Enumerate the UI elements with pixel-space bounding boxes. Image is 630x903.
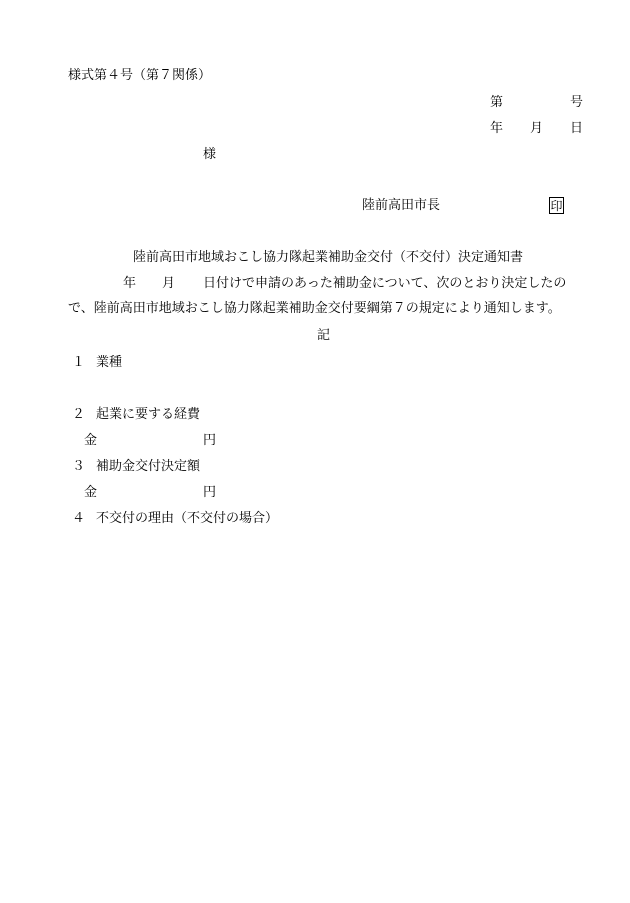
- item-3-yen: 円: [203, 485, 217, 500]
- addressee-honorific: 様: [203, 147, 217, 162]
- seal-stamp: 印: [550, 198, 563, 213]
- item-4-number: ４: [72, 511, 86, 526]
- body-line1: 日付けで申請のあった補助金について、次のとおり決定したの: [203, 276, 567, 291]
- item-1-number: １: [72, 355, 86, 370]
- number-suffix: 号: [570, 95, 584, 110]
- body-line2: で、陸前高田市地域おこし協力隊起業補助金交付要綱第７の規定により通知します。: [68, 301, 561, 316]
- item-3-kin: 金: [84, 485, 98, 500]
- item-3-number: ３: [72, 459, 86, 474]
- item-2-kin: 金: [84, 433, 98, 448]
- item-3-label: 補助金交付決定額: [96, 459, 201, 474]
- item-2-number: ２: [72, 407, 86, 422]
- issuer-name: 陸前高田市長: [362, 198, 441, 213]
- date-day: 日: [570, 121, 584, 136]
- item-2-yen: 円: [203, 433, 217, 448]
- body-year: 年: [123, 276, 137, 291]
- item-4-label: 不交付の理由（不交付の場合）: [96, 511, 279, 526]
- document-title: 陸前高田市地域おこし協力隊起業補助金交付（不交付）決定通知書: [133, 250, 524, 265]
- date-month: 月: [530, 121, 544, 136]
- form-number: 様式第４号（第７関係）: [68, 68, 212, 83]
- item-2-label: 起業に要する経費: [96, 407, 201, 422]
- item-1-label: 業種: [96, 355, 123, 370]
- body-month: 月: [162, 276, 176, 291]
- number-prefix: 第: [490, 95, 504, 110]
- ki-heading: 記: [317, 328, 331, 343]
- date-year: 年: [490, 121, 504, 136]
